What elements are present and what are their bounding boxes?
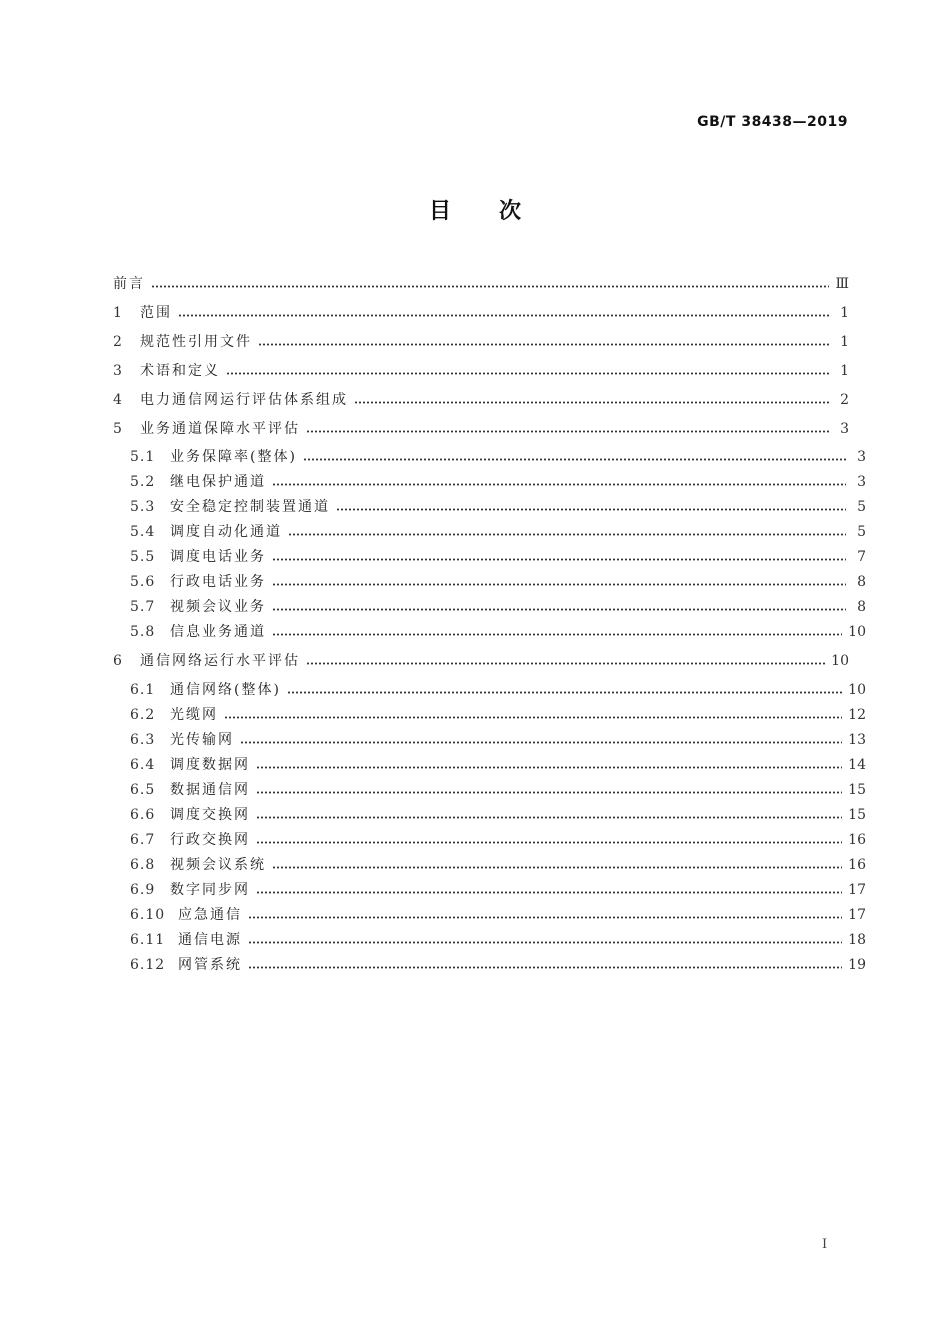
toc-entry-page: Ⅲ	[835, 276, 849, 292]
toc-entry[interactable]	[113, 418, 849, 440]
toc-entry[interactable]	[113, 679, 866, 701]
toc-entry-page: 10	[848, 682, 866, 698]
toc-entry-number: 6.12	[130, 957, 166, 973]
toc-entry[interactable]	[113, 704, 866, 726]
toc-entry[interactable]	[113, 360, 849, 382]
toc-entry[interactable]	[113, 829, 866, 851]
toc-entry-page: 5	[857, 499, 866, 515]
dot-leader	[256, 766, 842, 769]
toc-entry-label: 视频会议业务	[170, 599, 266, 615]
dot-leader	[256, 816, 842, 819]
toc-entry-number: 5.1	[130, 449, 156, 465]
toc-entry-number: 6.6	[130, 807, 156, 823]
toc-entry-label: 光缆网	[170, 707, 218, 723]
dot-leader	[303, 458, 846, 461]
toc-entry-page: 1	[840, 334, 849, 350]
toc-entry-number: 6.2	[130, 707, 156, 723]
toc-entry-page: 16	[848, 832, 866, 848]
toc-entry-label: 电力通信网运行评估体系组成	[140, 392, 348, 408]
toc-entry-page: 5	[857, 524, 866, 540]
toc-entry[interactable]	[113, 273, 849, 295]
dot-leader	[256, 891, 842, 894]
toc-entry[interactable]	[113, 954, 866, 976]
toc-entry[interactable]	[113, 571, 866, 593]
standard-code: GB/T 38438—2019	[697, 114, 848, 130]
toc-entry-label: 调度自动化通道	[170, 524, 282, 540]
toc-entry-label: 行政电话业务	[170, 574, 266, 590]
dot-leader	[336, 508, 846, 511]
toc-entry-page: 2	[840, 392, 849, 408]
toc-entry-label: 调度交换网	[170, 807, 250, 823]
toc-entry-label: 行政交换网	[170, 832, 250, 848]
toc-entry-label: 调度电话业务	[170, 549, 266, 565]
dot-leader	[272, 583, 846, 586]
dot-leader	[258, 343, 829, 346]
toc-entry[interactable]	[113, 779, 866, 801]
toc-entry-page: 17	[848, 882, 866, 898]
toc-entry-label: 信息业务通道	[170, 624, 266, 640]
toc-entry-label: 通信网络(整体)	[170, 682, 281, 698]
toc-entry-page: 18	[848, 932, 866, 948]
toc-entry-label: 通信电源	[178, 932, 242, 948]
toc-entry-number: 6.11	[130, 932, 166, 948]
toc-entry-label: 安全稳定控制装置通道	[170, 499, 330, 515]
toc-entry[interactable]	[113, 546, 866, 568]
toc-entry-label: 调度数据网	[170, 757, 250, 773]
toc-entry-page: 7	[857, 549, 866, 565]
toc-entry-number: 3	[113, 363, 123, 379]
toc-entry-page: 13	[848, 732, 866, 748]
toc-entry-number: 6.5	[130, 782, 156, 798]
toc-entry-page: 8	[857, 599, 866, 615]
dot-leader	[248, 966, 842, 969]
toc-entry-number: 5.3	[130, 499, 156, 515]
toc-entry-page: 3	[857, 474, 866, 490]
dot-leader	[272, 866, 842, 869]
toc-entry-page: 12	[848, 707, 866, 723]
dot-leader	[178, 314, 829, 317]
toc-entry[interactable]	[113, 854, 866, 876]
dot-leader	[226, 372, 829, 375]
toc-entry-number: 6.1	[130, 682, 156, 698]
dot-leader	[272, 558, 846, 561]
toc-entry[interactable]	[113, 879, 866, 901]
toc-entry-label: 应急通信	[178, 907, 242, 923]
dot-leader	[256, 841, 842, 844]
toc-entry-number: 6.7	[130, 832, 156, 848]
page-title: 目次	[428, 199, 569, 224]
toc-entry-number: 6.4	[130, 757, 156, 773]
toc-entry-label: 数字同步网	[170, 882, 250, 898]
toc-entry-page: 3	[840, 421, 849, 437]
toc-entry-number: 5.7	[130, 599, 156, 615]
toc-entry-label: 业务通道保障水平评估	[140, 421, 300, 437]
toc-entry[interactable]	[113, 596, 866, 618]
toc-entry[interactable]	[113, 929, 866, 951]
dot-leader	[272, 633, 842, 636]
toc-entry-page: 10	[848, 624, 866, 640]
toc-entry-page: 14	[848, 757, 866, 773]
dot-leader	[248, 941, 842, 944]
toc-entry[interactable]	[113, 446, 866, 468]
dot-leader	[151, 285, 829, 288]
dot-leader	[287, 691, 842, 694]
toc-entry-number: 5.4	[130, 524, 156, 540]
toc-entry-page: 1	[840, 363, 849, 379]
toc-entry[interactable]	[113, 331, 849, 353]
toc-entry-label: 数据通信网	[170, 782, 250, 798]
toc-entry-number: 6.10	[130, 907, 166, 923]
toc-entry[interactable]	[113, 521, 866, 543]
toc-entry-number: 6.9	[130, 882, 156, 898]
dot-leader	[272, 608, 846, 611]
dot-leader	[224, 716, 842, 719]
toc-entry-number: 1	[113, 305, 123, 321]
toc-entry-number: 2	[113, 334, 123, 350]
toc-entry-page: 16	[848, 857, 866, 873]
dot-leader	[354, 401, 829, 404]
dot-leader	[240, 741, 842, 744]
toc-entry-page: 17	[848, 907, 866, 923]
toc-entry[interactable]	[113, 904, 866, 926]
toc-entry[interactable]	[113, 302, 849, 324]
toc-entry-number: 6	[113, 653, 123, 669]
toc-entry-page: 8	[857, 574, 866, 590]
page-number: I	[822, 1237, 828, 1252]
toc-entry-label: 网管系统	[178, 957, 242, 973]
toc-entry-label: 业务保障率(整体)	[170, 449, 297, 465]
toc-entry-label: 范围	[140, 305, 172, 321]
toc-entry-number: 5.8	[130, 624, 156, 640]
dot-leader	[248, 916, 842, 919]
toc-entry-page: 3	[857, 449, 866, 465]
toc-entry-label: 视频会议系统	[170, 857, 266, 873]
toc-entry-page: 1	[840, 305, 849, 321]
toc-entry-page: 10	[831, 653, 849, 669]
dot-leader	[306, 662, 825, 665]
toc-entry-number: 5.5	[130, 549, 156, 565]
toc-entry[interactable]	[113, 754, 866, 776]
toc-entry[interactable]	[113, 621, 866, 643]
dot-leader	[288, 533, 846, 536]
toc-entry-label: 规范性引用文件	[140, 334, 252, 350]
dot-leader	[256, 791, 842, 794]
toc-entry[interactable]	[113, 471, 866, 493]
toc-entry-number: 4	[113, 392, 123, 408]
dot-leader	[306, 430, 829, 433]
toc-entry-number: 6.3	[130, 732, 156, 748]
toc-entry-page: 15	[848, 782, 866, 798]
toc-entry-page: 19	[848, 957, 866, 973]
toc-entry-number: 5	[113, 421, 123, 437]
toc-entry-label: 前言	[113, 276, 145, 292]
toc-entry-label: 继电保护通道	[170, 474, 266, 490]
toc-entry[interactable]	[113, 496, 866, 518]
toc-entry-label: 光传输网	[170, 732, 234, 748]
toc-entry[interactable]	[113, 389, 849, 411]
toc-entry-number: 5.6	[130, 574, 156, 590]
toc-entry[interactable]	[113, 650, 849, 672]
toc-entry-number: 6.8	[130, 857, 156, 873]
toc-entry-label: 通信网络运行水平评估	[140, 653, 300, 669]
toc-entry[interactable]	[113, 729, 866, 751]
toc-entry-label: 术语和定义	[140, 363, 220, 379]
dot-leader	[272, 483, 846, 486]
toc-entry[interactable]	[113, 804, 866, 826]
toc-entry-number: 5.2	[130, 474, 156, 490]
toc-entry-page: 15	[848, 807, 866, 823]
